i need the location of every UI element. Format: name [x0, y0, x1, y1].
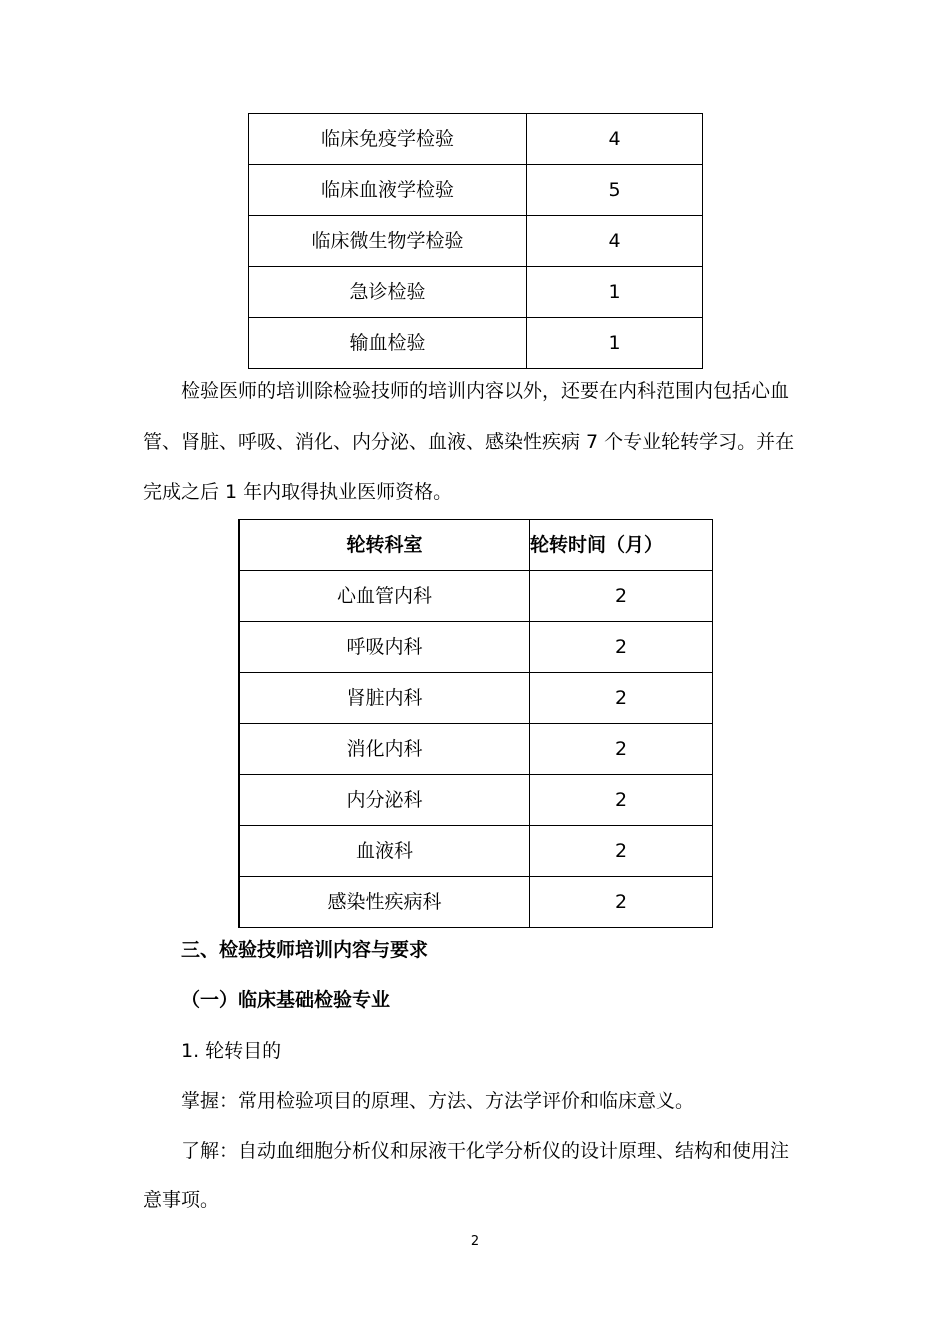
- table-cell-months: 2: [530, 775, 713, 826]
- table-cell-months: 1: [527, 267, 703, 318]
- table-cell-months: 2: [530, 826, 713, 877]
- table-cell-department: 消化内科: [239, 724, 530, 775]
- page-number: 2: [470, 1234, 480, 1249]
- table-cell-department: 感染性疾病科: [239, 877, 530, 928]
- table-cell-department: 肾脏内科: [239, 673, 530, 724]
- table-cell-months: 2: [530, 877, 713, 928]
- table-cell-months: 2: [530, 724, 713, 775]
- table-row: [239, 622, 713, 673]
- section-heading: 三、检验技师培训内容与要求: [181, 939, 429, 961]
- table-cell-department: 心血管内科: [239, 571, 530, 622]
- table-cell-months: 4: [527, 114, 703, 165]
- table-cell-subject: 临床微生物学检验: [249, 216, 527, 267]
- table-cell-months: 2: [530, 622, 713, 673]
- table-cell-subject: 输血检验: [249, 318, 527, 369]
- table-row: [239, 826, 713, 877]
- table-row: [239, 571, 713, 622]
- table-row: [249, 267, 703, 318]
- table-row: [239, 877, 713, 928]
- table-row: [249, 114, 703, 165]
- table-row: [249, 216, 703, 267]
- table-cell-subject: 临床血液学检验: [249, 165, 527, 216]
- subsection-heading: （一）临床基础检验专业: [181, 989, 391, 1011]
- table-row: [249, 165, 703, 216]
- paragraph-line: 检验医师的培训除检验技师的培训内容以外，还要在内科范围内包括心血: [181, 380, 790, 402]
- table-row: [239, 673, 713, 724]
- column-header-duration: 轮转时间（月）: [530, 520, 713, 571]
- table-row: [239, 724, 713, 775]
- table-cell-months: 2: [530, 571, 713, 622]
- paragraph-line: 管、肾脏、呼吸、消化、内分泌、血液、感染性疾病 7 个专业轮转学习。并在: [143, 431, 795, 453]
- table-cell-subject: 急诊检验: [249, 267, 527, 318]
- table-row: [249, 318, 703, 369]
- paragraph-line: 意事项。: [143, 1189, 220, 1211]
- table-cell-months: 1: [527, 318, 703, 369]
- table-row: [239, 775, 713, 826]
- rotation-table-physician: [238, 519, 713, 928]
- table-cell-subject: 临床免疫学检验: [249, 114, 527, 165]
- paragraph-line: 了解：自动血细胞分析仪和尿液干化学分析仪的设计原理、结构和使用注: [181, 1140, 790, 1162]
- column-header-department: 轮转科室: [239, 520, 530, 571]
- table-header-row: [239, 520, 713, 571]
- table-cell-department: 呼吸内科: [239, 622, 530, 673]
- paragraph-line: 掌握：常用检验项目的原理、方法、方法学评价和临床意义。: [181, 1090, 695, 1112]
- table-cell-department: 内分泌科: [239, 775, 530, 826]
- rotation-table-technician: [248, 113, 703, 369]
- table-cell-department: 血液科: [239, 826, 530, 877]
- table-cell-months: 4: [527, 216, 703, 267]
- list-item-heading: 1. 轮转目的: [181, 1040, 282, 1062]
- table-cell-months: 2: [530, 673, 713, 724]
- table-cell-months: 5: [527, 165, 703, 216]
- paragraph-line: 完成之后 1 年内取得执业医师资格。: [143, 481, 453, 503]
